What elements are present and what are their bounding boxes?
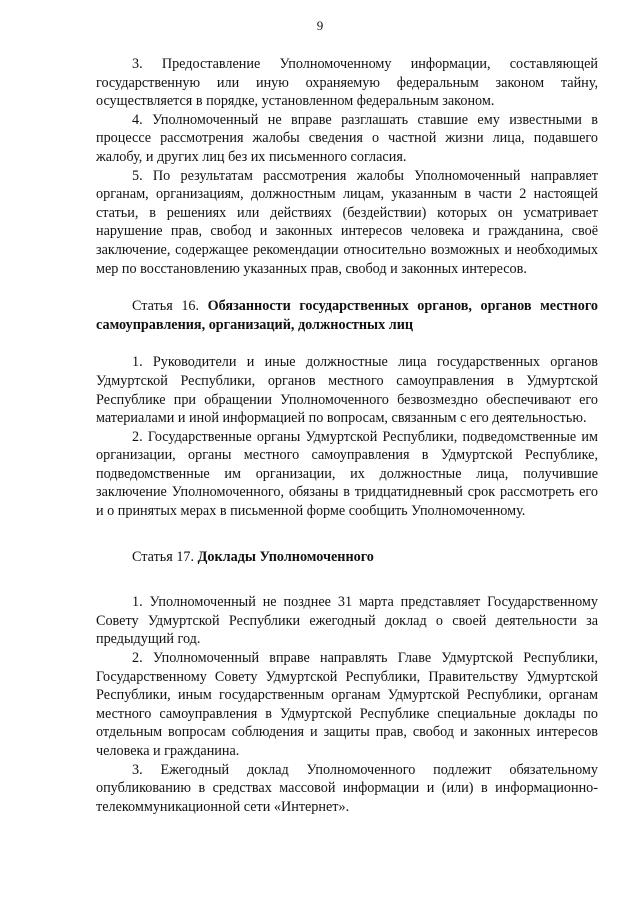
- article-16-label: Статья 16.: [132, 298, 200, 315]
- article-17-paragraph-2: 2. Уполномоченный вправе направлять Главе Удмуртской Республики, Государственному Совету Удмуртской Республики, Правительству Удмуртской Республики, иным государственным органам Удмуртской Республики, органам местного самоуправления в Удмуртской Республике специальные доклады по отдельным вопросам соблюдения и защиты прав, свобод и законных интересов человека и гражданина.: [96, 650, 598, 759]
- article-17-paragraph-1: 1. Уполномоченный не позднее 31 марта представляет Государственному Совету Удмуртской Республики ежегодный доклад о своей деятельности за предыдущий год.: [96, 594, 598, 648]
- paragraph-3: 3. Предоставление Уполномоченному информации, составляющей государственную или иную охраняемую федеральным законом тайну, осуществляется в порядке, установленном федеральным законом.: [96, 56, 598, 110]
- article-17-paragraph-3: 3. Ежегодный доклад Уполномоченного подлежит обязательному опубликованию в средствах массовой информации и (или) в информационно-телекоммуникационной сети «Интернет».: [96, 761, 598, 815]
- page-number: 9: [316, 18, 324, 33]
- paragraph-4: 4. Уполномоченный не вправе разглашать ставшие ему известными в процессе рассмотрения жалобы сведения о частной жизни лица, подавшего жалобу, и других лиц без их письменного согласия.: [96, 111, 598, 165]
- article-16-heading: [96, 297, 598, 334]
- document-body: [96, 55, 598, 816]
- article-17-title: Доклады Уполномоченного: [197, 548, 374, 565]
- article-16-title: Обязанности государственных органов, органов местного самоуправления, организаций, должностных лиц: [96, 298, 598, 333]
- article-17-heading: [96, 548, 598, 567]
- article-17-label: Статья 17.: [132, 548, 195, 565]
- paragraph-5: 5. По результатам рассмотрения жалобы Уполномоченный направляет органам, организациям, должностным лицам, указанным в части 2 настоящей статьи, в решениях или действиях (бездействии) которых он усматривает нарушение прав, свобод и законных интересов человека и гражданина, своё заключение, содержащее рекомендации относительно возможных и необходимых мер по восстановлению указанных прав, свобод и законных интересов.: [96, 167, 598, 277]
- article-16-paragraph-2: 2. Государственные органы Удмуртской Республики, подведомственные им организации, органы местного самоуправления в Удмуртской Республике, подведомственные им организации, их должностные лица, получившие заключение Уполномоченного, обязаны в тридцатидневный срок рассмотреть его и о принятых мерах в письменной форме сообщить Уполномоченному.: [96, 428, 598, 520]
- article-16-paragraph-1: 1. Руководители и иные должностные лица государственных органов Удмуртской Республики, органов местного самоуправления в Удмуртской Республике при обращении Уполномоченного безвозмездно обеспечивают его материалами и иной информацией по вопросам, связанным с его деятельностью.: [96, 354, 598, 427]
